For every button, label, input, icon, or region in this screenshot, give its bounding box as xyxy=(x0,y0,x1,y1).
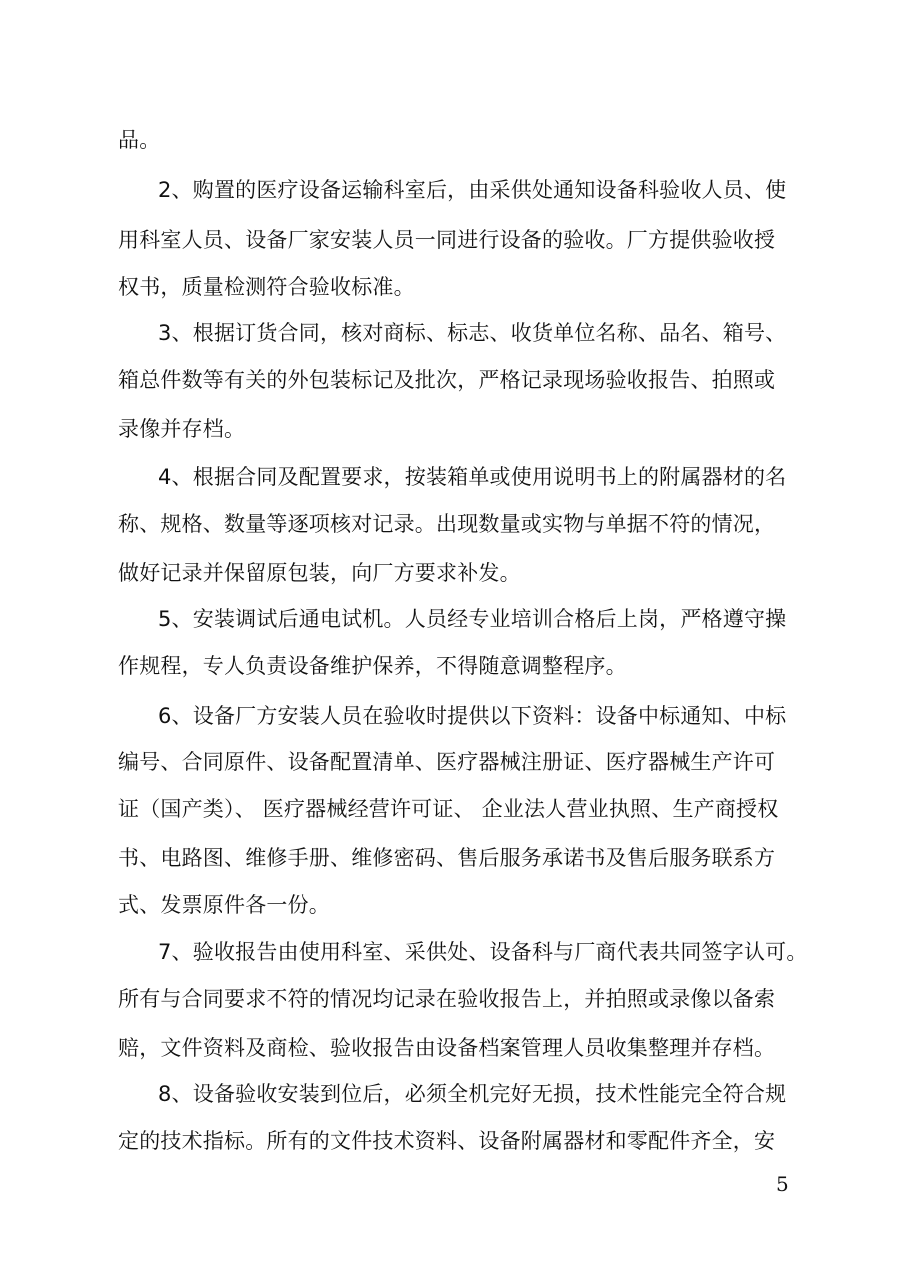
text-line: 2、购置的医疗设备运输科室后，由采供处通知设备科验收人员、使 xyxy=(158,178,787,202)
text-line: 式、发票原件各一份。 xyxy=(118,893,330,917)
text-line: 8、设备验收安装到位后，必须全机完好无损，技术性能完全符合规 xyxy=(158,1082,787,1106)
text-line: 所有与合同要求不符的情况均记录在验收报告上，并拍照或录像以备索 xyxy=(118,987,776,1011)
text-line: 编号、合同原件、设备配置清单、医疗器械注册证、医疗器械生产许可 xyxy=(118,750,776,774)
text-line: 4、根据合同及配置要求，按装箱单或使用说明书上的附属器材的名 xyxy=(158,465,787,489)
text-line: 7、验收报告由使用科室、采供处、设备科与厂商代表共同签字认可。 xyxy=(158,940,808,964)
text-line: 录像并存档。 xyxy=(118,417,246,441)
text-line: 赔，文件资料及商检、验收报告由设备档案管理人员收集整理并存档。 xyxy=(118,1036,776,1060)
text-line: 称、规格、数量等逐项核对记录。出现数量或实物与单据不符的情况， xyxy=(118,512,776,536)
text-line: 6、设备厂方安装人员在验收时提供以下资料：设备中标通知、中标 xyxy=(158,704,787,728)
text-line: 5、安装调试后通电试机。人员经专业培训合格后上岗，严格遵守操 xyxy=(158,607,787,631)
text-line: 书、电路图、维修手册、维修密码、售后服务承诺书及售后服务联系方 xyxy=(118,846,776,870)
text-line: 品。 xyxy=(118,128,161,152)
text-line: 用科室人员、设备厂家安装人员一同进行设备的验收。厂方提供验收授 xyxy=(118,228,776,252)
text-line: 箱总件数等有关的外包装标记及批次，严格记录现场验收报告、拍照或 xyxy=(118,368,776,392)
text-line: 证（国产类）、 医疗器械经营许可证、 企业法人营业执照、生产商授权 xyxy=(118,797,779,821)
text-line: 3、根据订货合同，核对商标、标志、收货单位名称、品名、箱号、 xyxy=(158,321,787,345)
text-line: 做好记录并保留原包装，向厂方要求补发。 xyxy=(118,561,521,585)
text-line: 定的技术指标。所有的文件技术资料、设备附属器材和零配件齐全，安 xyxy=(118,1129,776,1153)
text-line: 作规程，专人负责设备维护保养，不得随意调整程序。 xyxy=(118,654,627,678)
page-number: 5 xyxy=(776,1172,789,1196)
text-line: 权书，质量检测符合验收标准。 xyxy=(118,275,415,299)
